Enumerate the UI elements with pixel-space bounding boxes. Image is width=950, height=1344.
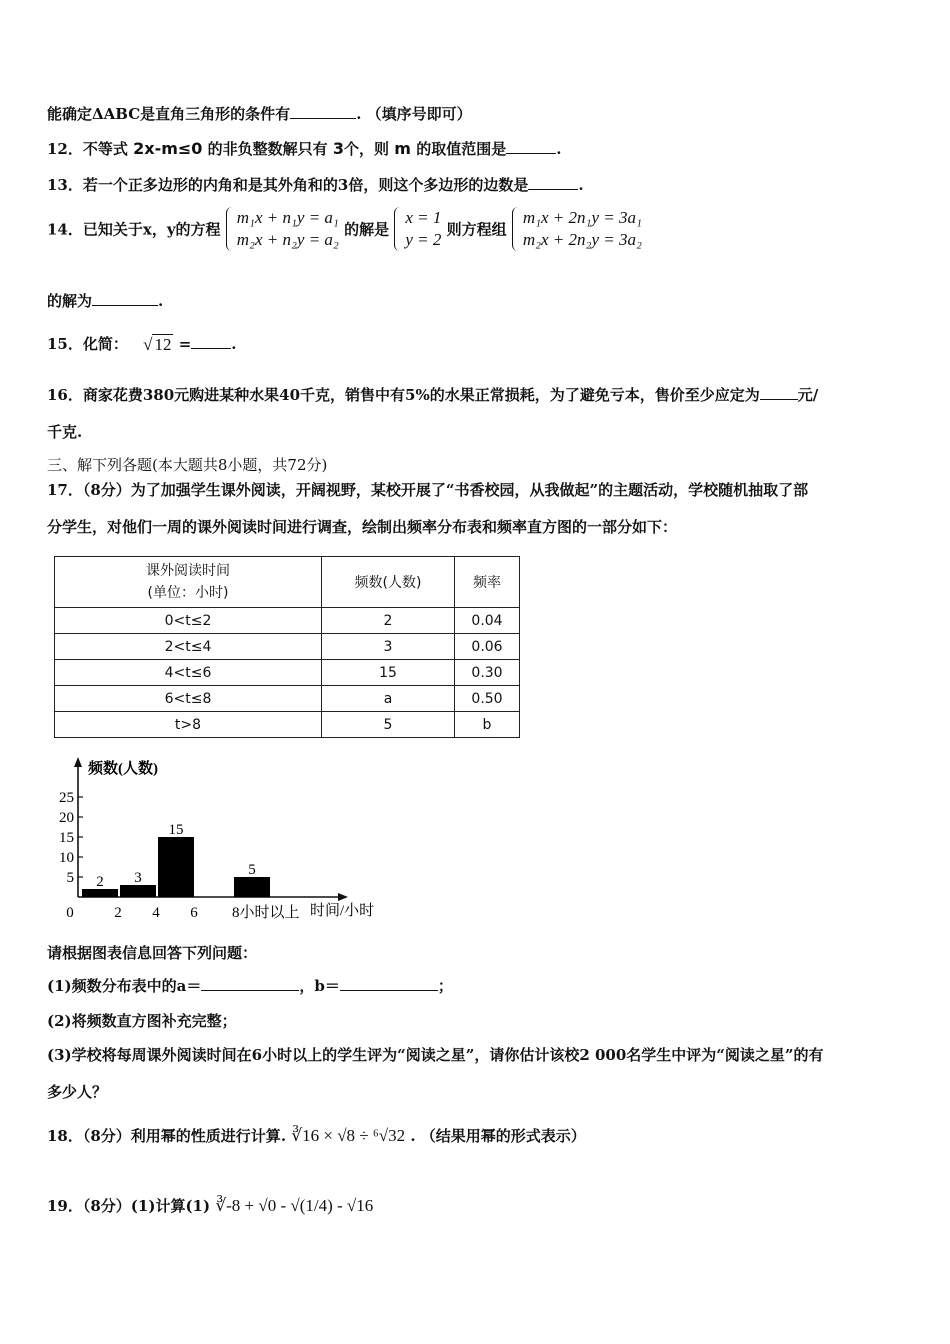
q11-blank[interactable]	[290, 104, 356, 119]
q13-line	[47, 174, 584, 195]
part1-text-b: ，b＝	[299, 977, 340, 995]
y-axis-arrow	[74, 757, 82, 767]
q16-text: 16．商家花费380元购进某种水果40千克，销售中有5%的水果正常损耗，为了避免亏本，售价至少应定为	[47, 386, 760, 404]
header-time-line1: 课外阅读时间	[146, 563, 230, 579]
x-axis-label: 时间/小时	[310, 903, 375, 919]
q14-text-d: 的解为	[47, 292, 93, 310]
bar-data-label: 5	[248, 862, 256, 878]
table-header-row	[55, 557, 520, 608]
q15-radicand: 12	[154, 335, 172, 354]
section-three-title: 三、解下列各题(本大题共8小题，共72分)	[47, 456, 328, 474]
q12-blank[interactable]	[506, 139, 556, 154]
q19-text: 19．（8分）(1)计算(1)	[47, 1197, 211, 1215]
table-cell: 15	[322, 660, 455, 686]
header-time-line2: (单位：小时)	[147, 585, 229, 601]
table-cell: 6<t≤8	[55, 686, 322, 712]
q14-system2	[512, 207, 642, 251]
section-three-heading	[47, 454, 327, 475]
table-cell: 3	[322, 634, 455, 660]
q14-solution-brace	[394, 207, 401, 251]
q18-line	[47, 1125, 586, 1146]
table-cell: 0<t≤2	[55, 608, 322, 634]
x-tick-label: 8小时以上	[232, 905, 300, 921]
histogram-bar	[158, 837, 194, 897]
q12-tail: .	[556, 140, 562, 158]
q14-answer-line	[47, 290, 163, 311]
table-header-frequency: 频数(人数)	[322, 557, 455, 608]
x-axis-arrow	[338, 893, 348, 901]
part2-text: (2)将频数直方图补充完整；	[47, 1012, 237, 1030]
part1-text-c: ；	[437, 977, 453, 995]
q17-line1	[47, 479, 808, 500]
q15-equals: =	[178, 335, 192, 353]
q17-text-b: 分学生，对他们一周的课外阅读时间进行调查，绘制出频率分布表和频率直方图的一部分如下：	[47, 518, 678, 536]
q18-text-b: . （结果用幂的形式表示）	[410, 1127, 586, 1145]
table-cell: 5	[322, 712, 455, 738]
q19-expression: ∛-8 + √0 - √(1/4) - √16	[215, 1196, 374, 1215]
q12-expr: 2x-m≤0	[133, 139, 203, 158]
frequency-table	[54, 556, 520, 738]
part1-blank-b[interactable]	[340, 976, 438, 991]
q17-part3	[47, 1044, 824, 1065]
table-cell: 0.04	[455, 608, 520, 634]
q14-tail: .	[158, 292, 164, 310]
q15-tail: .	[231, 335, 237, 353]
q14-system2-row1: m₁x + 2n₁y = 3a₁	[522, 208, 642, 227]
bar-data-label: 15	[168, 822, 184, 838]
x-tick-label: 2	[114, 905, 122, 921]
frequency-histogram	[48, 755, 378, 925]
q12-num: 12．不等式	[47, 140, 128, 158]
q17-text-a: 17．（8分）为了加强学生课外阅读，开阔视野，某校开展了“书香校园，从我做起”的主题活动，学校随机抽取了部	[47, 481, 809, 499]
q18-expression: ∛16 × √8 ÷ ⁶√32	[291, 1126, 406, 1145]
q14-system1-row2: m₂x + n₂y = a₂	[236, 230, 339, 249]
y-axis-label: 频数(人数)	[88, 761, 158, 777]
q14-solution-row2: y = 2	[405, 230, 442, 249]
q14-system2-row2: m₂x + 2n₂y = 3a₂	[522, 230, 642, 249]
q17-part1	[47, 975, 453, 996]
q14-system1-row1: m₁x + n₁y = a₁	[236, 208, 339, 227]
q17-line2	[47, 516, 677, 537]
q12-mid2: 个，则	[344, 140, 390, 158]
q13-text: 13．若一个正多边形的内角和是其外角和的3倍，则这个多边形的边数是	[47, 176, 529, 194]
q16-blank[interactable]	[760, 385, 798, 400]
q11-text: 能确定ΔABC是直角三角形的条件有	[47, 105, 291, 123]
q15-text: 15．化简：	[47, 335, 128, 353]
q14-blank[interactable]	[92, 291, 158, 306]
q12-three: 3	[332, 139, 345, 158]
part1-blank-a[interactable]	[201, 976, 299, 991]
table-header-rate: 频率	[455, 557, 520, 608]
table-cell: 0.30	[455, 660, 520, 686]
question-intro-text: 请根据图表信息回答下列问题：	[47, 944, 258, 962]
q12-m: m	[394, 139, 411, 158]
table-cell: 2<t≤4	[55, 634, 322, 660]
q15-line	[47, 333, 237, 355]
table-cell: 2	[322, 608, 455, 634]
x-tick-label: 4	[152, 905, 160, 921]
y-tick-label: 15	[59, 830, 74, 846]
q13-tail: .	[578, 176, 584, 194]
q14-text-a: 14．已知关于x，y的方程	[47, 220, 221, 239]
q19-line	[47, 1195, 373, 1216]
table-header-time	[55, 557, 322, 608]
q17-part3-line2	[47, 1081, 107, 1102]
bar-data-label: 2	[96, 874, 104, 890]
q11-line	[47, 103, 472, 124]
table-cell: t>8	[55, 712, 322, 738]
q14-solution	[394, 207, 441, 251]
table-row	[55, 634, 520, 660]
q13-blank[interactable]	[528, 175, 578, 190]
question-intro	[47, 942, 257, 963]
q12-line	[47, 138, 561, 159]
q18-text-a: 18．（8分）利用幂的性质进行计算.	[47, 1127, 287, 1145]
y-tick-label: 25	[59, 790, 74, 806]
q14-text-b: 的解是	[344, 220, 390, 239]
histogram-bar	[82, 889, 118, 897]
table-row	[55, 660, 520, 686]
bar-data-label: 3	[134, 870, 142, 886]
histogram-bar	[120, 885, 156, 897]
table-cell: 4<t≤6	[55, 660, 322, 686]
q16-text-b: 千克.	[47, 423, 83, 441]
part3-text-a: (3)学校将每周课外阅读时间在6小时以上的学生评为“阅读之星”，请你估计该校2 000名学生中评为“阅读之星”的有	[47, 1046, 824, 1064]
q12-mid: 的非负整数解只有	[207, 140, 328, 158]
y-tick-label: 5	[66, 870, 74, 886]
table-cell: a	[322, 686, 455, 712]
q12-end: 的取值范围是	[416, 140, 507, 158]
x-tick-label: 6	[190, 905, 198, 921]
table-row	[55, 608, 520, 634]
q14-system1-brace	[226, 207, 233, 251]
q15-blank[interactable]	[191, 334, 231, 349]
q16-line2	[47, 421, 82, 442]
q14-system1	[226, 207, 339, 251]
q17-part2	[47, 1010, 237, 1031]
q15-sqrt: √ 12	[143, 335, 172, 354]
table-row	[55, 686, 520, 712]
q16-tail: 元/	[797, 386, 819, 404]
table-cell: 0.50	[455, 686, 520, 712]
table-row	[55, 712, 520, 738]
part3-text-b: 多少人？	[47, 1083, 108, 1101]
y-tick-label: 10	[59, 850, 74, 866]
q11-end: . （填序号即可）	[356, 105, 472, 123]
q14-line	[47, 207, 642, 251]
y-tick-label: 20	[59, 810, 74, 826]
part1-text-a: (1)频数分布表中的a＝	[47, 977, 202, 995]
x-tick-label: 0	[66, 905, 74, 921]
q14-system2-brace	[512, 207, 519, 251]
q16-line	[47, 384, 818, 405]
q14-text-c: 则方程组	[446, 220, 507, 239]
table-cell: 0.06	[455, 634, 520, 660]
table-cell: b	[455, 712, 520, 738]
histogram-bar	[234, 877, 270, 897]
q14-solution-row1: x = 1	[405, 208, 442, 227]
